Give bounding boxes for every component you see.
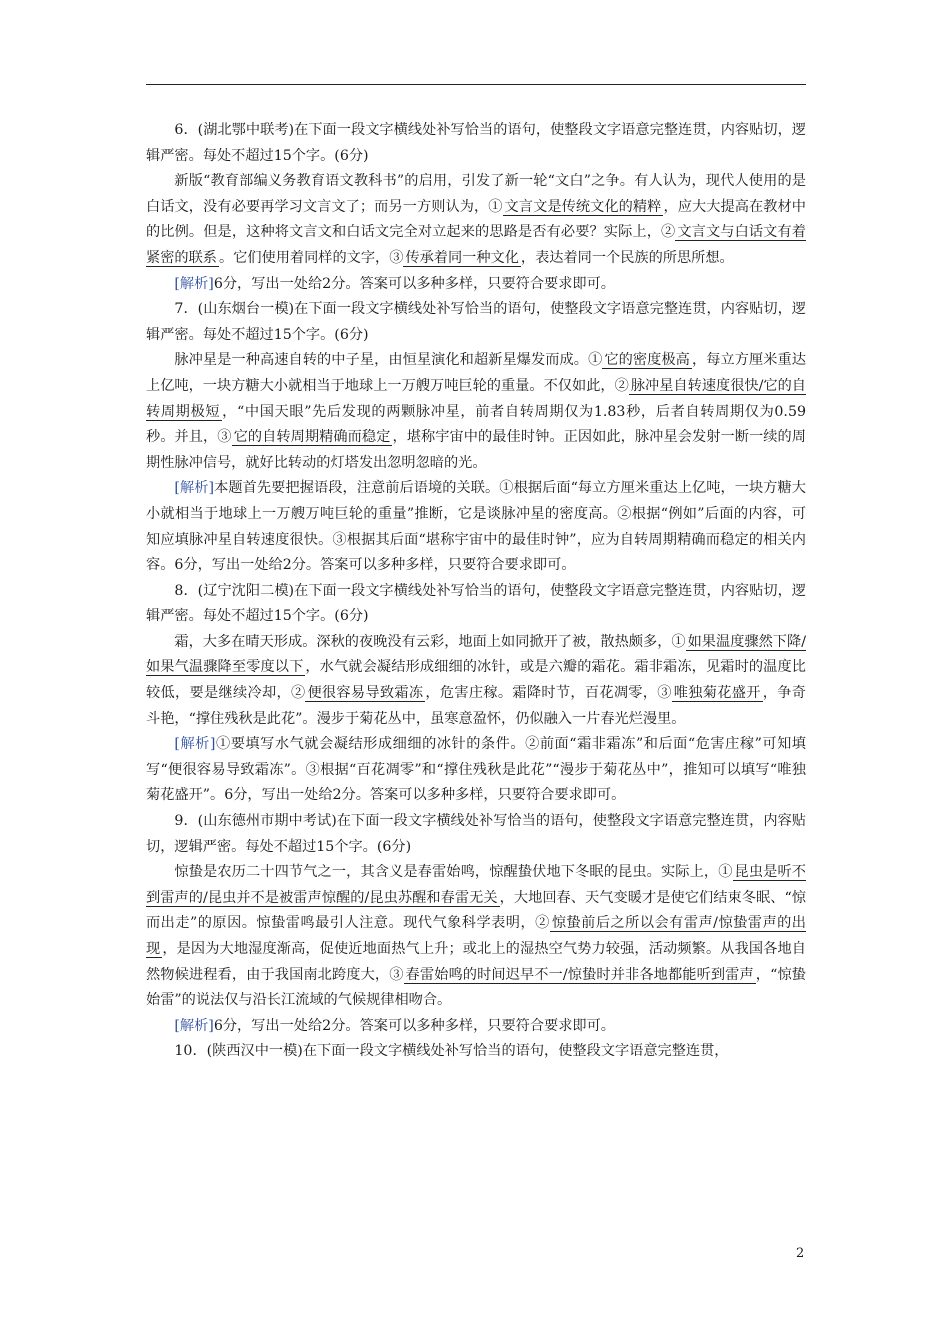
q7-answer-2: 脉冲星自转速度很快/它的自转周期极短 bbox=[146, 377, 806, 420]
q6-text-4: ，表达着同一个民族的所思所想。 bbox=[520, 249, 734, 266]
q10-stem: 10．(陕西汉中一模)在下面一段文字横线处补写恰当的语句，使整段文字语意完整连贯， bbox=[174, 1043, 729, 1060]
q7-passage bbox=[146, 348, 806, 476]
q7-stem: 7．(山东烟台一模)在下面一段文字横线处补写恰当的语句，使整段文字语意完整连贯，内容贴切，逻辑严密。每处不超过15个字。(6分) bbox=[146, 301, 806, 343]
analysis-tag: [解析] bbox=[174, 480, 215, 497]
q6-answer-1: 文言文是传统文化的精粹 bbox=[504, 198, 662, 215]
q9-text-2: ，大地回春、天气变暖才是使它们结束冬眠、“惊而出走”的原因。惊蛰雷鸣最引人注意。现代气象科学表明，② bbox=[146, 889, 806, 932]
q8-answer-2: 便很容易导致霜冻 bbox=[307, 685, 424, 702]
q7-answer-3: 它的自转周期精确而稳定 bbox=[233, 429, 391, 446]
q8-text-1: 霜，大多在晴天形成。深秋的夜晚没有云彩，地面上如同掀开了被，散热颇多，① bbox=[174, 633, 686, 650]
q9-answer-1: 昆虫是听不到雷声的/昆虫并不是被雷声惊醒的/昆虫苏醒和春雷无关 bbox=[146, 864, 806, 906]
document-body bbox=[146, 118, 806, 1065]
q8-analysis: [解析]①要填写水气就会凝结形成细细的冰针的条件。②前面“霜非霜冻”和后面“危害庄稼”可知填写“便很容易导致霜冻”。③根据“百花凋零”和“撑住残秋是此花”“漫步于菊花丛中”，推知可以填写“唯独菊花盛开”。6分，写出一处给2分。答案可以多种多样，只要符合要求即可。 bbox=[146, 736, 806, 804]
q6-stem: 6．(湖北鄂中联考)在下面一段文字横线处补写恰当的语句，使整段文字语意完整连贯，内容贴切，逻辑严密。每处不超过15个字。(6分) bbox=[146, 122, 806, 164]
q9-text-1: 惊蛰是农历二十四节气之一，其含义是春雷始鸣，惊醒蛰伏地下冬眠的昆虫。实际上，① bbox=[174, 864, 733, 881]
q7-text-1: 脉冲星是一种高速自转的中子星，由恒星演化和超新星爆发而成。① bbox=[174, 352, 603, 369]
q6-analysis: [解析]6分，写出一处给2分。答案可以多种多样，只要符合要求即可。 bbox=[174, 275, 615, 292]
q9-answer-2: 惊蛰前后之所以会有雷声/惊蛰雷声的出现 bbox=[146, 915, 806, 957]
q8-answer-3: 唯独菊花盛开 bbox=[673, 685, 761, 702]
analysis-tag: [解析] bbox=[174, 736, 216, 753]
q6-text-3: 。它们使用着同样的文字，③ bbox=[218, 249, 404, 266]
q8-stem: 8．(辽宁沈阳二模)在下面一段文字横线处补写恰当的语句，使整段文字语意完整连贯，内容贴切，逻辑严密。每处不超过15个字。(6分) bbox=[146, 582, 806, 625]
q9-analysis: [解析]6分，写出一处给2分。答案可以多种多样，只要符合要求即可。 bbox=[174, 1017, 615, 1034]
q6-text-2: ，应大大提高在教材中的比例。但是，这种将文言文和白话文完全对立起来的思路是否有必要？实际上，② bbox=[146, 198, 806, 241]
analysis-tag: [解析] bbox=[174, 275, 214, 292]
q9-answer-3: 春雷始鸣的时间迟早不一/惊蛰时并非各地都能听到雷声 bbox=[405, 966, 754, 983]
page-number: 2 bbox=[796, 1246, 805, 1261]
q9-passage bbox=[146, 860, 806, 1014]
q7-analysis: [解析]本题首先要把握语段，注意前后语境的关联。①根据后面“每立方厘米重达上亿吨，一块方糖大小就相当于地球上一万艘万吨巨轮的重量”推断，它是谈脉冲星的密度高。②根据“例如”后面的内容，可知应填脉冲星自转速度很快。③根据其后面“堪称宇宙中的最佳时钟”，应为自转周期精确而稳定的相关内容。6分，写出一处给2分。答案可以多种多样，只要符合要求即可。 bbox=[146, 480, 806, 574]
q7-text-3: ，“中国天眼”先后发现的两颗脉冲星，前者自转周期仅为1.83秒，后者自转周期仅为0.59秒。并且，③ bbox=[146, 403, 806, 446]
analysis-tag: [解析] bbox=[174, 1017, 214, 1034]
q6-answer-3: 传承着同一种文化 bbox=[405, 249, 519, 266]
q9-stem: 9．(山东德州市期中考试)在下面一段文字横线处补写恰当的语句，使整段文字语意完整连贯，内容贴切，逻辑严密。每处不超过15个字。(6分) bbox=[146, 813, 806, 855]
q9-text-3: ，是因为大地湿度渐高，促使近地面热气上升；或北上的湿热空气势力较强，活动频繁。从我国各地自然物候进程看，由于我国南北跨度大，③ bbox=[146, 941, 806, 983]
header-rule bbox=[146, 84, 806, 85]
q7-text-4: ，堪称宇宙中的最佳时钟。正因如此，脉冲星会发射一断一续的周期性脉冲信号，就好比转动的灯塔发出忽明忽暗的光。 bbox=[146, 429, 806, 471]
q8-text-4: ，争奇斗艳，“撑住残秋是此花”。漫步于菊花丛中，虽寒意盈怀，仍似融入一片春光烂漫里。 bbox=[146, 685, 806, 727]
q7-text-2: ，每立方厘米重达上亿吨，一块方糖大小就相当于地球上一万艘万吨巨轮的重量。不仅如此，② bbox=[146, 352, 806, 394]
q6-answer-2: 文言文与白话文有着紧密的联系 bbox=[146, 224, 806, 266]
q6-passage bbox=[146, 169, 806, 271]
q8-passage bbox=[146, 630, 806, 732]
q8-text-2: ，水气就会凝结形成细细的冰针，或是六瓣的霜花。霜非霜冻，见霜时的温度比较低，要是继续冷却，② bbox=[146, 659, 806, 702]
q9-text-4: ，“惊蛰始雷”的说法仅与沿长江流域的气候规律相吻合。 bbox=[146, 966, 806, 1009]
q8-answer-1: 如果温度骤然下降/如果气温骤降至零度以下 bbox=[146, 633, 806, 676]
q7-answer-1: 它的密度极高 bbox=[604, 352, 690, 369]
q8-text-3: ，危害庄稼。霜降时节，百花凋零，③ bbox=[425, 685, 672, 702]
q6-text-1: 新版“教育部编义务教育语文教科书”的启用，引发了新一轮“文白”之争。有人认为，现代人使用的是白话文，没有必要再学习文言文了；而另一方则认为，① bbox=[146, 173, 806, 215]
